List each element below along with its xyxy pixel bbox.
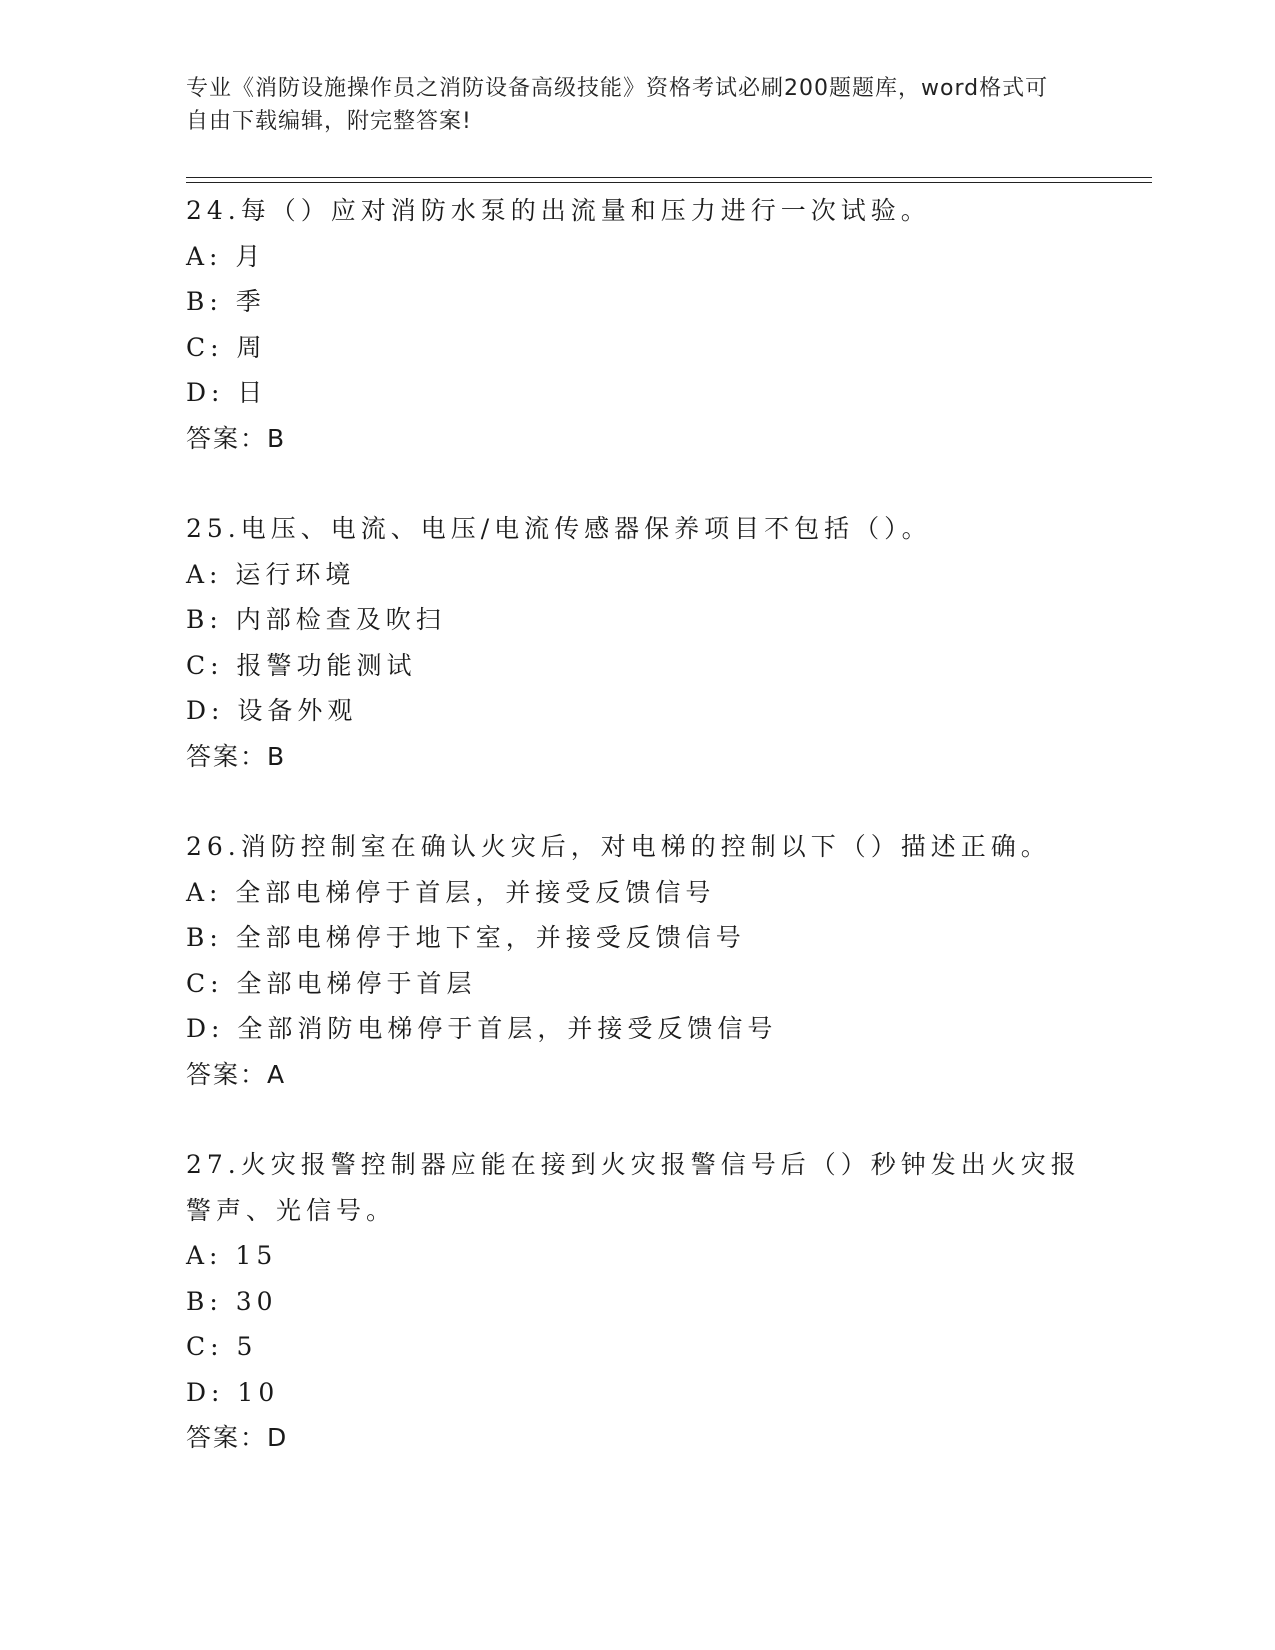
- option-a: A: 月: [186, 241, 266, 271]
- option-a: A: 全部电梯停于首层，并接受反馈信号: [186, 877, 716, 907]
- option-b: B: 全部电梯停于地下室，并接受反馈信号: [186, 923, 746, 952]
- option-d: D: 日: [186, 378, 268, 407]
- option-b: B: 内部检查及吹扫: [186, 605, 446, 634]
- header-divider-top: [186, 177, 1152, 178]
- option-c: C: 5: [186, 1332, 258, 1361]
- option-c: C: 周: [186, 332, 267, 362]
- option-c: C: 报警功能测试: [186, 650, 417, 680]
- option-c: C: 全部电梯停于首层: [186, 968, 477, 998]
- question-title: 25.电压、电流、电压/电流传感器保养项目不包括（）。: [186, 514, 932, 543]
- option-b: B: 30: [186, 1286, 278, 1316]
- question-26: [186, 824, 1086, 1097]
- option-d: D: 全部消防电梯停于首层，并接受反馈信号: [186, 1014, 778, 1043]
- answer: 答案：A: [186, 1059, 287, 1089]
- option-d: D: 设备外观: [186, 696, 358, 725]
- answer: 答案：B: [186, 741, 287, 771]
- question-24: [186, 188, 1086, 461]
- question-25: [186, 506, 1086, 779]
- document-header: 专业《消防设施操作员之消防设备高级技能》资格考试必刷200题题库，word格式可自由下载编辑，附完整答案!: [186, 76, 1049, 134]
- option-b: B: 季: [186, 287, 266, 316]
- header-divider-bottom: [186, 182, 1152, 183]
- question-title: 24.每（）应对消防水泵的出流量和压力进行一次试验。: [186, 196, 931, 225]
- question-title: 26.消防控制室在确认火灾后，对电梯的控制以下（）描述正确。: [186, 832, 1051, 861]
- option-d: D: 10: [186, 1377, 280, 1407]
- question-list: [186, 188, 1086, 1506]
- question-27: [186, 1142, 1086, 1461]
- option-a: A: 15: [186, 1241, 278, 1270]
- answer: 答案：B: [186, 423, 287, 453]
- answer: 答案：D: [186, 1423, 289, 1452]
- question-title: 27.火灾报警控制器应能在接到火灾报警信号后（）秒钟发出火灾报警声、光信号。: [186, 1150, 1081, 1225]
- option-a: A: 运行环境: [186, 559, 356, 589]
